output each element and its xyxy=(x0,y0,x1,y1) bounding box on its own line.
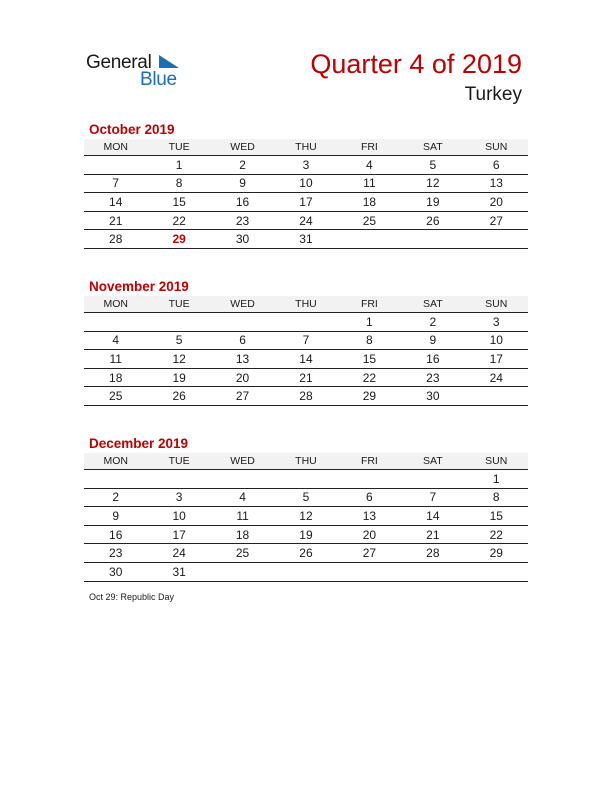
day-cell: 26 xyxy=(147,387,210,406)
weekday-header: TUE xyxy=(147,453,210,470)
logo-blue-text: Blue xyxy=(140,69,177,90)
day-cell: 9 xyxy=(401,331,464,350)
day-cell: 14 xyxy=(84,193,147,212)
day-cell: 13 xyxy=(465,174,528,193)
day-cell xyxy=(84,156,147,175)
day-cell: 1 xyxy=(465,470,528,489)
month-october xyxy=(84,121,528,249)
day-cell: 8 xyxy=(465,488,528,507)
weekday-header: THU xyxy=(274,453,337,470)
day-cell: 7 xyxy=(401,488,464,507)
day-cell: 15 xyxy=(465,507,528,526)
holiday-notes: Oct 29: Republic Day xyxy=(89,592,175,602)
day-cell: 4 xyxy=(211,488,274,507)
day-cell: 29 xyxy=(338,387,401,406)
weekday-header: MON xyxy=(84,139,147,156)
day-cell: 12 xyxy=(401,174,464,193)
day-cell: 27 xyxy=(211,387,274,406)
weekday-header: SAT xyxy=(401,139,464,156)
day-cell: 24 xyxy=(465,368,528,387)
weekday-header: MON xyxy=(84,296,147,313)
month-title: October 2019 xyxy=(89,122,175,137)
day-cell: 3 xyxy=(274,156,337,175)
day-cell: 2 xyxy=(84,488,147,507)
day-cell xyxy=(84,313,147,332)
day-cell: 14 xyxy=(274,350,337,369)
day-cell: 10 xyxy=(147,507,210,526)
logo-triangle-icon xyxy=(159,55,179,68)
day-cell xyxy=(147,313,210,332)
day-cell: 15 xyxy=(338,350,401,369)
day-cell: 27 xyxy=(338,544,401,563)
week-row xyxy=(84,562,528,581)
day-cell: 17 xyxy=(147,525,210,544)
day-cell: 11 xyxy=(211,507,274,526)
weekday-header: SAT xyxy=(401,296,464,313)
day-cell: 18 xyxy=(338,193,401,212)
week-row xyxy=(84,368,528,387)
day-cell: 7 xyxy=(84,174,147,193)
weekday-header: THU xyxy=(274,296,337,313)
day-cell: 31 xyxy=(147,562,210,581)
day-cell: 17 xyxy=(274,193,337,212)
day-cell: 28 xyxy=(84,230,147,249)
day-cell: 26 xyxy=(401,211,464,230)
week-row xyxy=(84,156,528,175)
day-cell: 23 xyxy=(84,544,147,563)
day-cell: 6 xyxy=(211,331,274,350)
day-cell: 6 xyxy=(338,488,401,507)
day-cell: 12 xyxy=(274,507,337,526)
day-cell: 9 xyxy=(211,174,274,193)
day-cell: 17 xyxy=(465,350,528,369)
week-row xyxy=(84,350,528,369)
week-row xyxy=(84,331,528,350)
calendar-table xyxy=(84,453,528,582)
day-cell: 31 xyxy=(274,230,337,249)
day-cell xyxy=(147,470,210,489)
day-cell: 3 xyxy=(147,488,210,507)
day-cell xyxy=(211,562,274,581)
holiday-day-cell: 29 xyxy=(147,230,210,249)
day-cell: 21 xyxy=(401,525,464,544)
day-cell: 8 xyxy=(147,174,210,193)
day-cell: 24 xyxy=(147,544,210,563)
weekday-header: TUE xyxy=(147,139,210,156)
week-row xyxy=(84,387,528,406)
day-cell: 8 xyxy=(338,331,401,350)
day-cell xyxy=(84,470,147,489)
day-cell: 11 xyxy=(84,350,147,369)
weekday-header: SUN xyxy=(465,453,528,470)
country-name: Turkey xyxy=(464,84,522,105)
day-cell: 23 xyxy=(401,368,464,387)
day-cell: 3 xyxy=(465,313,528,332)
week-row xyxy=(84,525,528,544)
logo-general-text: General xyxy=(86,52,152,73)
weekday-header-row xyxy=(84,296,528,313)
week-row xyxy=(84,313,528,332)
day-cell: 13 xyxy=(211,350,274,369)
month-november xyxy=(84,278,528,406)
day-cell xyxy=(465,230,528,249)
day-cell: 10 xyxy=(465,331,528,350)
day-cell xyxy=(465,387,528,406)
day-cell: 9 xyxy=(84,507,147,526)
day-cell: 22 xyxy=(465,525,528,544)
weekday-header: FRI xyxy=(338,139,401,156)
generalblue-logo xyxy=(86,52,196,92)
day-cell: 16 xyxy=(211,193,274,212)
weekday-header: TUE xyxy=(147,296,210,313)
day-cell: 5 xyxy=(274,488,337,507)
month-title: November 2019 xyxy=(89,279,189,294)
weekday-header: WED xyxy=(211,296,274,313)
week-row xyxy=(84,470,528,489)
page-title: Quarter 4 of 2019 xyxy=(310,49,522,79)
day-cell xyxy=(211,313,274,332)
day-cell xyxy=(211,470,274,489)
day-cell: 25 xyxy=(338,211,401,230)
day-cell: 27 xyxy=(465,211,528,230)
day-cell xyxy=(401,470,464,489)
day-cell: 12 xyxy=(147,350,210,369)
day-cell: 22 xyxy=(338,368,401,387)
day-cell: 21 xyxy=(274,368,337,387)
day-cell: 20 xyxy=(211,368,274,387)
week-row xyxy=(84,174,528,193)
day-cell: 7 xyxy=(274,331,337,350)
day-cell xyxy=(274,562,337,581)
day-cell: 13 xyxy=(338,507,401,526)
weekday-header: SUN xyxy=(465,139,528,156)
week-row xyxy=(84,507,528,526)
day-cell: 1 xyxy=(338,313,401,332)
day-cell: 16 xyxy=(84,525,147,544)
day-cell: 28 xyxy=(401,544,464,563)
day-cell: 5 xyxy=(401,156,464,175)
weekday-header: WED xyxy=(211,139,274,156)
day-cell: 22 xyxy=(147,211,210,230)
day-cell: 28 xyxy=(274,387,337,406)
day-cell: 4 xyxy=(338,156,401,175)
weekday-header: THU xyxy=(274,139,337,156)
week-row xyxy=(84,193,528,212)
day-cell: 1 xyxy=(147,156,210,175)
month-title: December 2019 xyxy=(89,436,189,451)
day-cell xyxy=(338,470,401,489)
weekday-header-row xyxy=(84,453,528,470)
day-cell: 5 xyxy=(147,331,210,350)
day-cell: 23 xyxy=(211,211,274,230)
weekday-header: SAT xyxy=(401,453,464,470)
week-row xyxy=(84,230,528,249)
day-cell: 14 xyxy=(401,507,464,526)
week-row xyxy=(84,544,528,563)
day-cell: 29 xyxy=(465,544,528,563)
day-cell xyxy=(401,562,464,581)
day-cell xyxy=(338,230,401,249)
day-cell: 2 xyxy=(211,156,274,175)
day-cell: 25 xyxy=(211,544,274,563)
week-row xyxy=(84,488,528,507)
week-row xyxy=(84,211,528,230)
day-cell: 19 xyxy=(401,193,464,212)
month-december xyxy=(84,435,528,582)
day-cell xyxy=(465,562,528,581)
day-cell: 20 xyxy=(338,525,401,544)
day-cell: 18 xyxy=(84,368,147,387)
day-cell: 15 xyxy=(147,193,210,212)
day-cell: 30 xyxy=(401,387,464,406)
day-cell: 19 xyxy=(274,525,337,544)
day-cell: 20 xyxy=(465,193,528,212)
day-cell: 21 xyxy=(84,211,147,230)
day-cell: 11 xyxy=(338,174,401,193)
calendar-table xyxy=(84,139,528,249)
weekday-header: FRI xyxy=(338,453,401,470)
weekday-header: FRI xyxy=(338,296,401,313)
day-cell: 19 xyxy=(147,368,210,387)
day-cell xyxy=(274,313,337,332)
weekday-header: WED xyxy=(211,453,274,470)
day-cell: 2 xyxy=(401,313,464,332)
day-cell: 30 xyxy=(84,562,147,581)
weekday-header-row xyxy=(84,139,528,156)
day-cell: 6 xyxy=(465,156,528,175)
day-cell: 10 xyxy=(274,174,337,193)
weekday-header: SUN xyxy=(465,296,528,313)
day-cell: 16 xyxy=(401,350,464,369)
day-cell xyxy=(274,470,337,489)
day-cell: 25 xyxy=(84,387,147,406)
day-cell xyxy=(338,562,401,581)
day-cell xyxy=(401,230,464,249)
day-cell: 26 xyxy=(274,544,337,563)
weekday-header: MON xyxy=(84,453,147,470)
calendar-table xyxy=(84,296,528,406)
day-cell: 18 xyxy=(211,525,274,544)
day-cell: 4 xyxy=(84,331,147,350)
day-cell: 24 xyxy=(274,211,337,230)
day-cell: 30 xyxy=(211,230,274,249)
